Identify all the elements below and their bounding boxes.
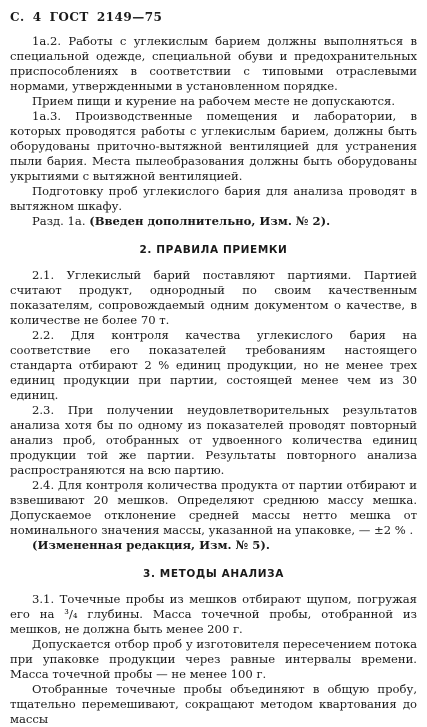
page-number: 4: [32, 10, 42, 24]
section-3-heading: 3. МЕТОДЫ АНАЛИЗА: [143, 568, 284, 580]
page-body: [10, 34, 417, 727]
standard-label: ГОСТ: [49, 10, 89, 24]
paragraph-3-1-alt: Допускается отбор проб у изготовителя пересечением потока при упаковке продукции через равные интервалы времени. Масса точечной пробы — не менее 100 г.: [10, 637, 417, 681]
standard-code: 2149—75: [96, 10, 163, 24]
section-note: [10, 214, 417, 229]
page-header: [10, 10, 170, 24]
paragraph-3-1-combine: Отобранные точечные пробы объединяют в общую пробу, тщательно перемешивают, сокращают методом квартования до массы: [10, 682, 417, 726]
paragraph-2-2: 2.2. Для контроля качества углекислого бария на соответствие его показателей требованиям настоящего стандарта отбирают 2 % единиц продукции, но не менее трех единиц продукции при партии, состоящей менее чем из 30 единиц.: [10, 328, 417, 402]
amendment-note-5: (Измененная редакция, Изм. № 5).: [32, 538, 270, 552]
paragraph-1a3: 1а.3. Производственные помещения и лаборатории, в которых проводятся работы с углекислым барием, должны быть оборудованы приточно-вытяжной вентиляцией для устранения пыли бария. Места пылеобразования должны быть оборудованы укрытиями с вытяжной вентиляцией.: [10, 109, 417, 183]
paragraph-sample-prep: Подготовку проб углекислого бария для анализа проводят в вытяжном шкафу.: [10, 184, 417, 213]
paragraph-2-4: 2.4. Для контроля количества продукта от партии отбирают и взвешивают 20 мешков. Определяют среднюю массу мешка. Допускаемое отклонение средней массы нетто мешка от номинального значения массы, указанной на упаковке, — ±2 % .: [10, 478, 417, 537]
note-lead: Разд. 1а.: [32, 214, 86, 228]
paragraph-2-1: 2.1. Углекислый барий поставляют партиями. Партией считают продукт, однородный по своим качественным показателям, сопровождаемый одним документом о качестве, в количестве не более 70 т.: [10, 268, 417, 327]
note-amendment: (Введен дополнительно, Изм. № 2).: [89, 214, 331, 228]
page-prefix: С.: [10, 10, 25, 24]
section-2-heading: 2. ПРАВИЛА ПРИЕМКИ: [139, 244, 288, 256]
paragraph-food-smoking: Прием пищи и курение на рабочем месте не допускаются.: [32, 94, 396, 108]
paragraph-2-3: 2.3. При получении неудовлетворительных результатов анализа хотя бы по одному из показателей проводят повторный анализ проб, отобранных от удвоенного количества единиц продукции той же партии. Результаты повторного анализа распространяются на всю партию.: [10, 403, 417, 477]
paragraph-1a2: 1а.2. Работы с углекислым барием должны выполняться в специальной одежде, специальной обуви и предохранительных приспособлениях в соответствии с типовыми отраслевыми нормами, утвержденными в установленном порядке.: [10, 34, 417, 93]
paragraph-3-1: 3.1. Точечные пробы из мешков отбирают щупом, погружая его на ³/₄ глубины. Масса точечной пробы, отобранной из мешков, не должна быть менее 200 г.: [10, 592, 417, 636]
